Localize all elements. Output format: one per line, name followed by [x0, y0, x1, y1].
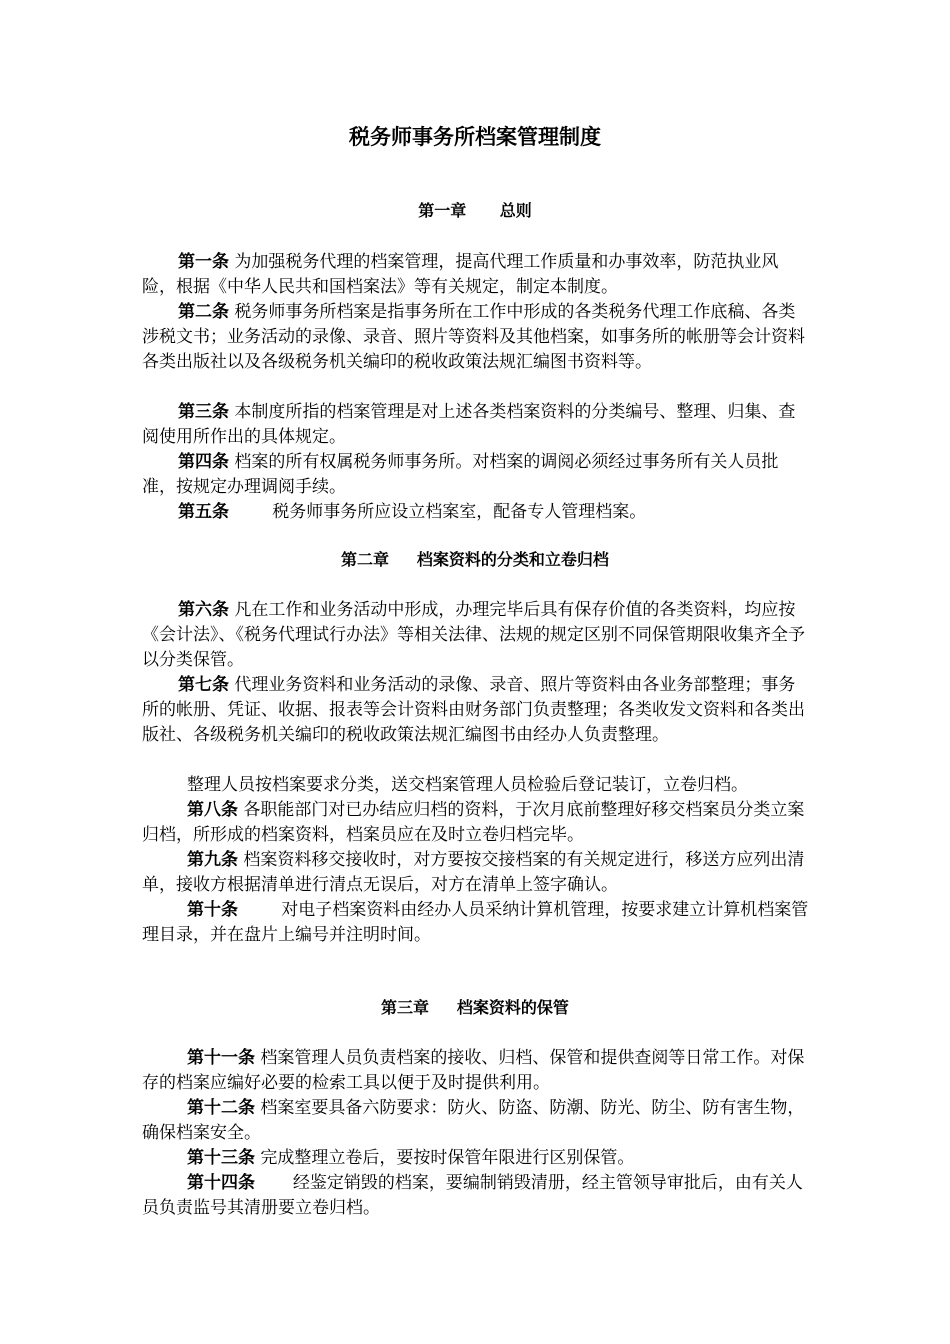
article-label: 第四条	[178, 452, 229, 472]
article-text: 对电子档案资料由经办人员采纳计算机管理，按要求建立计算机档案管理目录，并在盘片上编号并注明时间。	[142, 900, 809, 945]
chapter-label: 第一章	[418, 201, 467, 220]
article-8	[142, 798, 810, 848]
article-7	[142, 673, 810, 748]
article-text: 代理业务资料和业务活动的录像、录音、照片等资料由各业务部整理；事务所的帐册、凭证、收据、报表等会计资料由财务部门负责整理；各类收发文资料和各类出版社、各级税务机关编印的税收政策法规汇编图书由经办人负责整理。	[142, 675, 805, 745]
chapter-heading-3	[0, 996, 950, 1020]
article-label: 第一条	[178, 252, 229, 272]
chapter-label: 第三章	[381, 998, 430, 1017]
article-3	[142, 400, 810, 450]
article-text: 本制度所指的档案管理是对上述各类档案资料的分类编号、整理、归集、查阅使用所作出的具体规定。	[142, 402, 796, 447]
article-11	[142, 1046, 810, 1096]
article-label: 第十一条	[187, 1048, 255, 1068]
article-text: 凡在工作和业务活动中形成，办理完毕后具有保存价值的各类资料，均应按《会计法》、《税务代理试行办法》等相关法律、法规的规定区别不同保管期限收集齐全予以分类保管。	[142, 600, 805, 670]
article-label: 第十四条	[187, 1173, 255, 1193]
article-label: 第十条	[187, 900, 238, 920]
article-7-continued	[142, 773, 810, 798]
article-5	[142, 500, 810, 525]
article-9	[142, 848, 810, 898]
article-14	[142, 1171, 810, 1221]
article-12	[142, 1096, 810, 1146]
article-text: 各职能部门对已办结应归档的资料，于次月底前整理好移交档案员分类立案归档，所形成的档案资料，档案员应在及时立卷归档完毕。	[142, 800, 805, 845]
article-text: 完成整理立卷后，要按时保管年限进行区别保管。	[260, 1148, 635, 1168]
article-4	[142, 450, 810, 500]
article-text: 为加强税务代理的档案管理，提高代理工作质量和办事效率，防范执业风险，根据《中华人民共和国档案法》等有关规定，制定本制度。	[142, 252, 779, 297]
article-label: 第三条	[178, 402, 229, 422]
article-label: 第七条	[178, 675, 229, 695]
article-1	[142, 250, 810, 300]
article-text: 档案的所有权属税务师事务所。对档案的调阅必须经过事务所有关人员批准，按规定办理调阅手续。	[142, 452, 779, 497]
document-title: 税务师事务所档案管理制度	[349, 125, 601, 149]
chapter-name: 档案资料的分类和立卷归档	[416, 550, 609, 569]
article-10	[142, 898, 810, 948]
article-text: 税务师事务所应设立档案室，配备专人管理档案。	[272, 502, 647, 522]
article-label: 第十二条	[187, 1098, 255, 1118]
article-label: 第八条	[187, 800, 238, 820]
article-label: 第二条	[178, 302, 229, 322]
article-text: 经鉴定销毁的档案，要编制销毁清册，经主管领导审批后，由有关人员负责监号其清册要立卷归档。	[142, 1173, 803, 1218]
article-text: 整理人员按档案要求分类，送交档案管理人员检验后登记装订，立卷归档。	[187, 775, 748, 795]
article-label: 第十三条	[187, 1148, 255, 1168]
chapter-heading-1	[0, 199, 950, 223]
article-2	[142, 300, 810, 375]
article-label: 第五条	[178, 502, 229, 522]
article-label: 第九条	[187, 850, 238, 870]
chapter-heading-2	[0, 548, 950, 572]
article-label: 第六条	[178, 600, 229, 620]
chapter-name: 总则	[499, 201, 532, 220]
article-text: 税务师事务所档案是指事务所在工作中形成的各类税务代理工作底稿、各类涉税文书；业务活动的录像、录音、照片等资料及其他档案，如事务所的帐册等会计资料各类出版社以及各级税务机关编印的税收政策法规汇编图书资料等。	[142, 302, 805, 372]
article-text: 档案室要具备六防要求：防火、防盗、防潮、防光、防尘、防有害生物，确保档案安全。	[142, 1098, 805, 1143]
article-text: 档案资料移交接收时，对方要按交接档案的有关规定进行，移送方应列出清单，接收方根据清单进行清点无误后，对方在清单上签字确认。	[142, 850, 805, 895]
chapter-label: 第二章	[341, 550, 390, 569]
article-text: 档案管理人员负责档案的接收、归档、保管和提供查阅等日常工作。对保存的档案应编好必要的检索工具以便于及时提供利用。	[142, 1048, 805, 1093]
article-6	[142, 598, 810, 673]
article-13	[142, 1146, 810, 1171]
chapter-name: 档案资料的保管	[456, 998, 569, 1017]
